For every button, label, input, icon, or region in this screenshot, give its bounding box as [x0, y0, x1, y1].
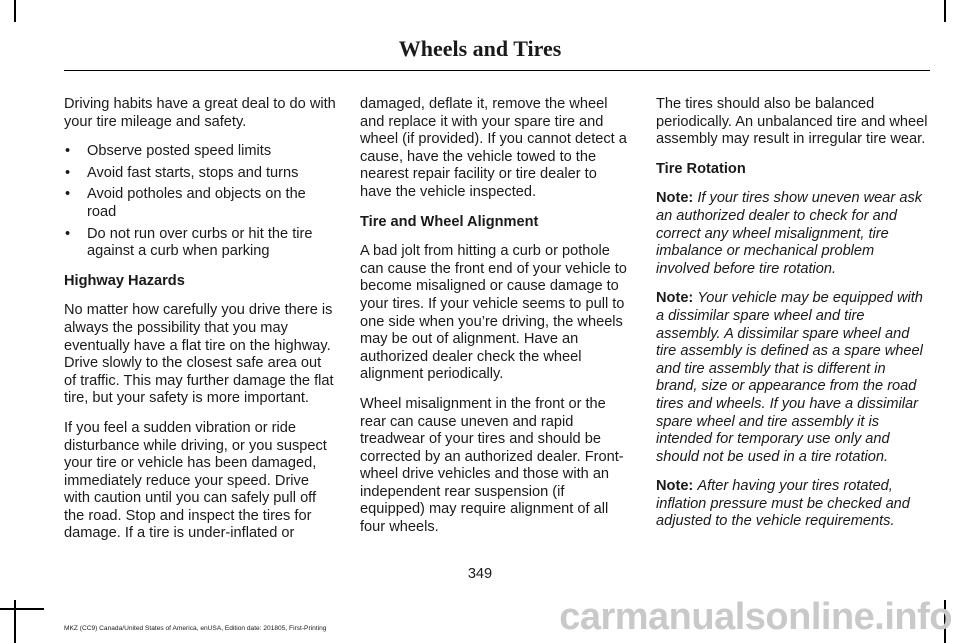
crop-mark-top-right [944, 0, 946, 22]
note-label: Note: [656, 190, 694, 207]
note-text: If your tires show uneven wear ask an authorized dealer to check for and correct any wheel misalignment, tire imbalance or mechanical problem involved before tire rotation. [656, 190, 923, 277]
note [656, 478, 928, 531]
column-1 [64, 96, 336, 555]
paragraph: damaged, deflate it, remove the wheel and replace it with your spare tire and wheel (if provided). If you cannot detect a cause, have the vehicle towed to the nearest repair facility or tire dealer to have the vehicle inspected. [360, 96, 627, 200]
note [656, 190, 928, 278]
paragraph: The tires should also be balanced periodically. An unbalanced tire and wheel assembly may result in irregular tire wear. [656, 96, 928, 148]
page-title: Wheels and Tires [398, 36, 562, 61]
page-number: 349 [467, 566, 493, 582]
driving-habits-list [64, 143, 336, 261]
note-label: Note: [656, 478, 694, 495]
section-heading-alignment: Tire and Wheel Alignment [360, 213, 539, 230]
list-item: • Avoid potholes and objects on the road [64, 186, 336, 221]
paragraph: A bad jolt from hitting a curb or pothole can cause the front end of your vehicle to become misaligned or cause damage to your tires. If your vehicle seems to pull to one side when you’re driving, the wheels may be out of alignment. Have an authorized dealer check the wheel alignment periodically. [360, 243, 627, 383]
paragraph: If you feel a sudden vibration or ride disturbance while driving, or you suspect your tire or vehicle has been damaged, immediately reduce your speed. Drive with caution until you can safely pull off the road. Stop and inspect the tires for damage. If a tire is under-inflated or [64, 419, 327, 542]
paragraph: Wheel misalignment in the front or the rear can cause uneven and rapid treadwear of your tires and should be corrected by an authorized dealer. Front-wheel drive vehicles and those with an independent rear suspension (if equipped) may require alignment of all four wheels. [360, 395, 624, 536]
crop-mark-top-left [14, 0, 16, 22]
list-item: • Do not run over curbs or hit the tire against a curb when parking [64, 226, 336, 261]
header-divider [64, 70, 930, 71]
crop-mark-bottom-left-horizontal [0, 608, 44, 610]
list-item: • Observe posted speed limits [64, 143, 336, 161]
crop-mark-bottom-left-vertical [14, 600, 16, 643]
note-text: After having your tires rotated, inflation pressure must be checked and adjusted to the vehicle requirements. [656, 478, 910, 530]
section-heading-highway-hazards: Highway Hazards [64, 272, 185, 289]
column-2 [360, 96, 632, 549]
edition-footer: MKZ (CC9) Canada/United States of America, enUSA, Edition date: 201805, First-Printing [64, 625, 327, 632]
paragraph: No matter how carefully you drive there is always the possibility that you may eventually have a flat tire on the highway. Drive slowly to the closest safe area out of traffic. This may further damage the flat tire, but your safety is more important. [64, 302, 334, 407]
list-item: • Avoid fast starts, stops and turns [64, 165, 336, 183]
note-label: Note: [656, 290, 694, 307]
note-text: Your vehicle may be equipped with a dissimilar spare wheel and tire assembly. A dissimilar spare wheel and tire assembly is defined as a spare wheel and tire assembly that is different in brand, size or appearance from the road tires and wheels. If you have a dissimilar spare wheel and tire assembly it is intended for temporary use only and should not be used in a tire rotation. [656, 290, 923, 465]
section-heading-tire-rotation: Tire Rotation [656, 160, 746, 177]
intro-paragraph: Driving habits have a great deal to do with your tire mileage and safety. [64, 96, 336, 130]
column-3 [656, 96, 928, 543]
watermark-logo: carmanualsonline.info [559, 596, 952, 638]
note [656, 290, 928, 466]
